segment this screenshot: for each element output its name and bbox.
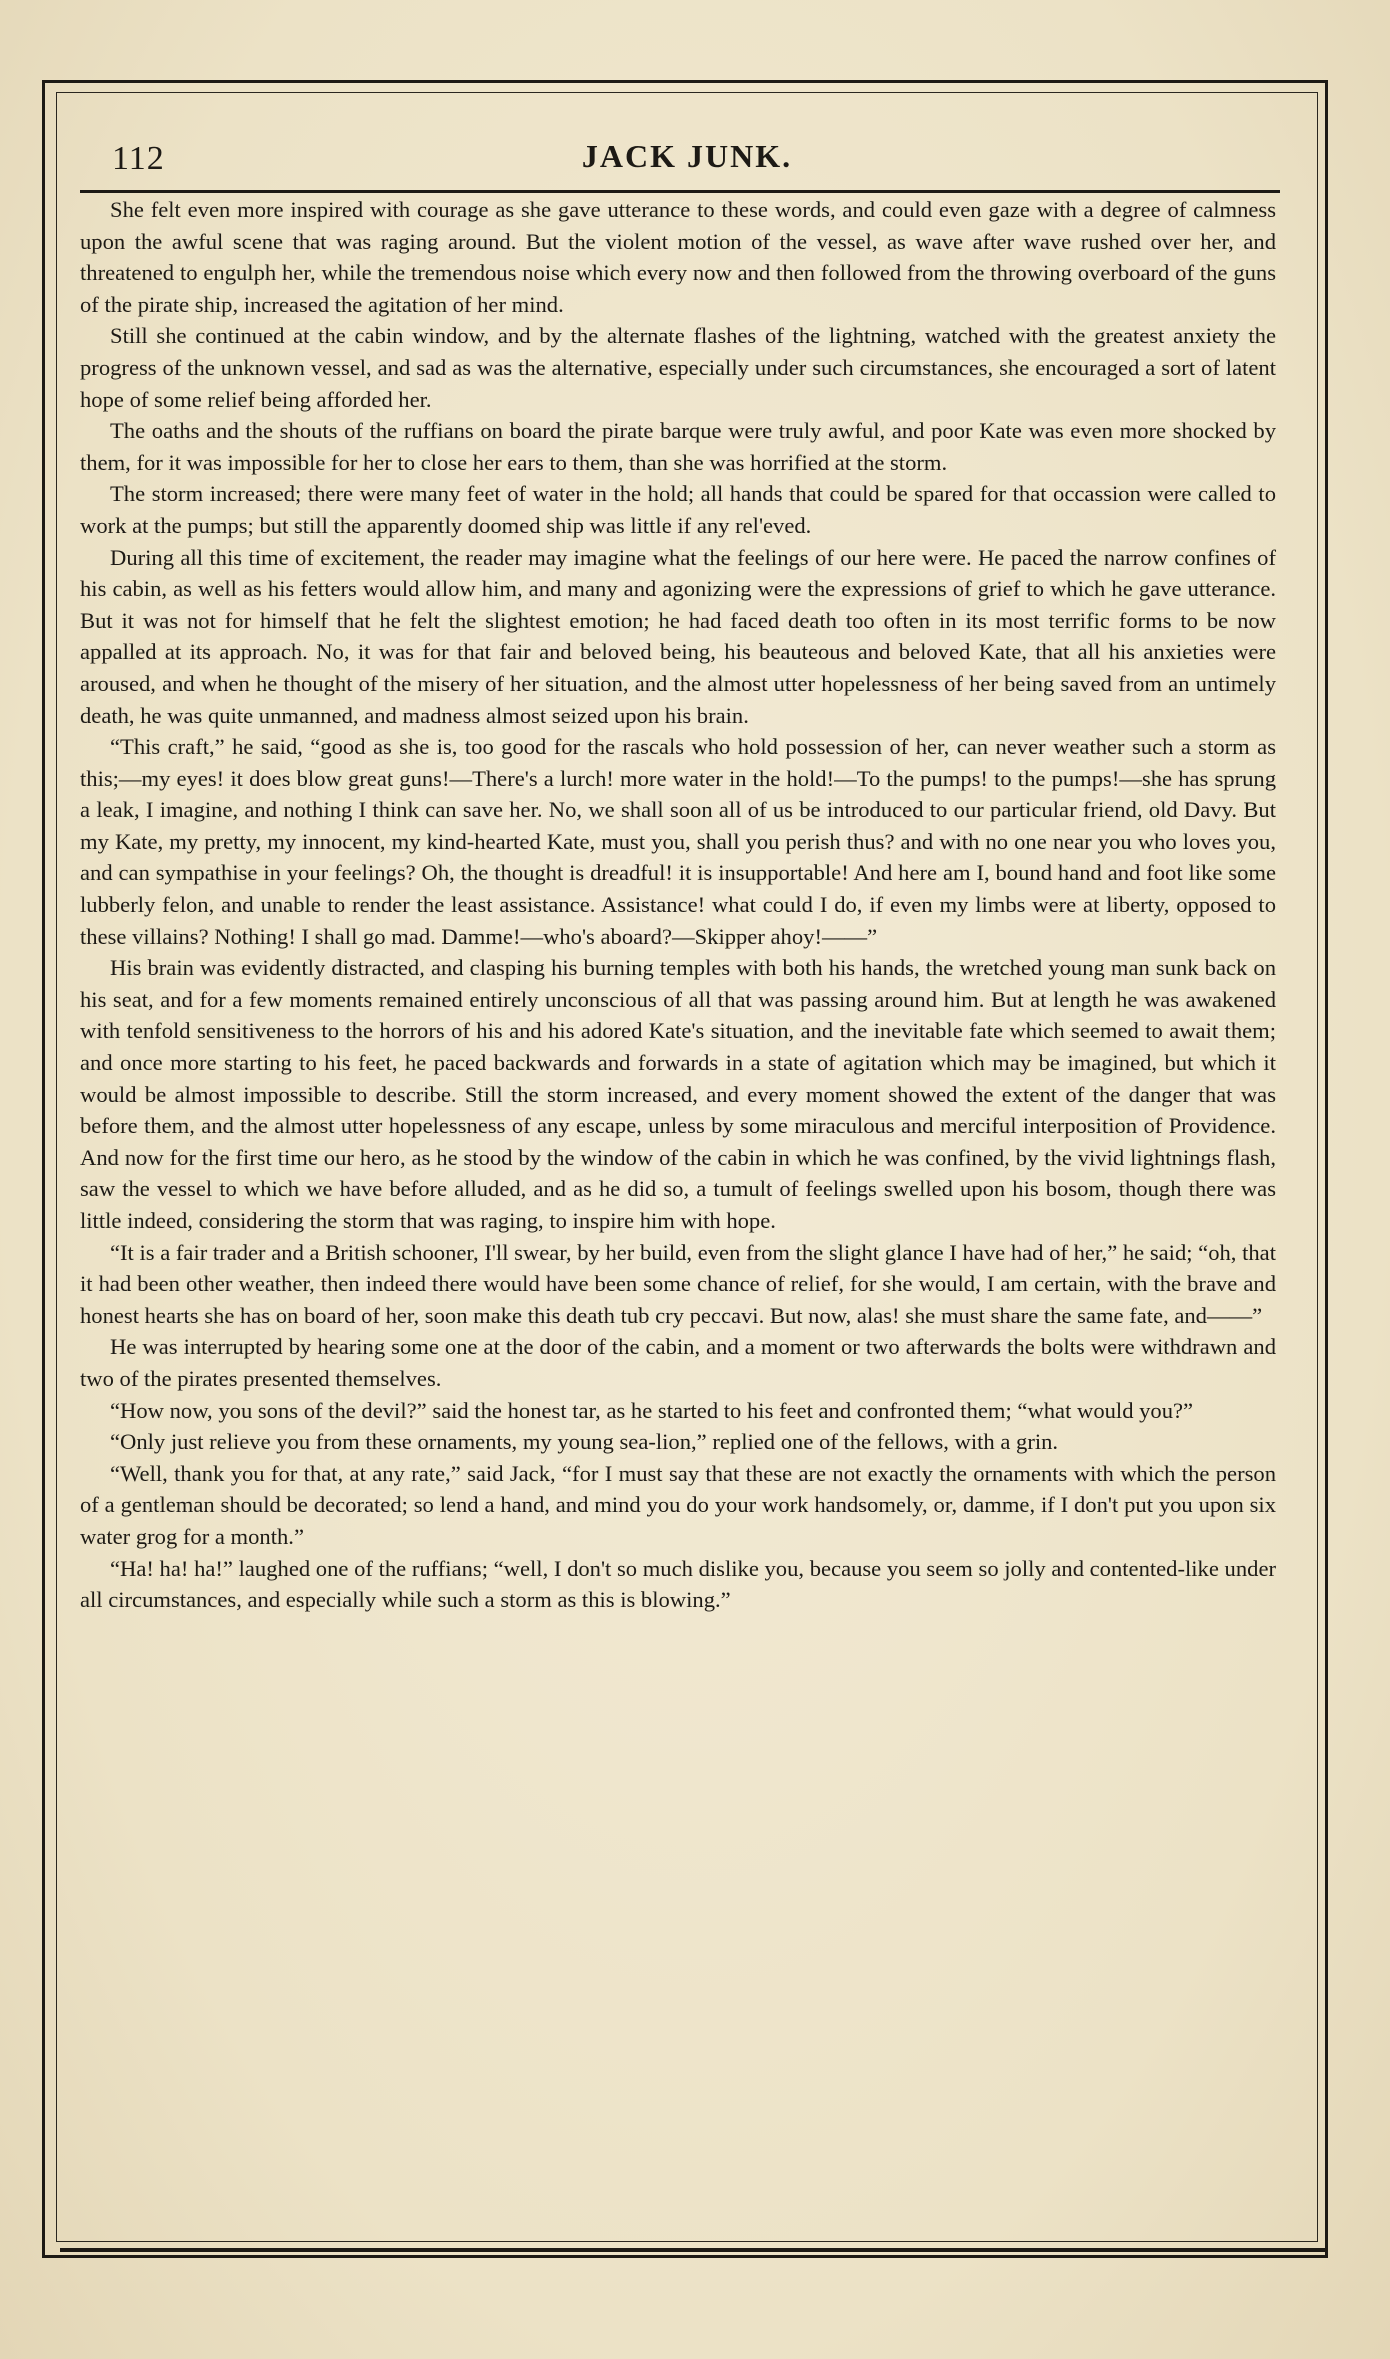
body-text <box>80 194 1276 1616</box>
paragraph: Still she continued at the cabin window, and by the alternate flashes of the lightning, watched with the greatest anxiety the progress of the unknown vessel, and sad as was the alternative, especially under such circumstances, she encouraged a sort of latent hope of some relief being afforded her. <box>80 323 1276 412</box>
footer-rule <box>60 2248 1326 2252</box>
running-title: JACK JUNK. <box>581 138 793 174</box>
paragraph: She felt even more inspired with courage as she gave utterance to these words, and could even gaze with a degree of calmness upon the awful scene that was raging around. But the violent motion of the vessel, as wave after wave rushed over her, and threatened to engulph her, while the tremendous noise which every now and then followed from the throwing overboard of the guns of the pirate ship, increased the agitation of her mind. <box>80 197 1276 317</box>
paragraph: The oaths and the shouts of the ruffians on board the pirate barque were truly awful, and poor Kate was even more shocked by them, for it was impossible for her to close her ears to them, than she was horrified at the storm. <box>80 418 1276 475</box>
paragraph: “Ha! ha! ha!” laughed one of the ruffians; “well, I don't so much dislike you, because you seem so jolly and contented-like under all circumstances, and especially while such a storm as this is blowing.” <box>80 1555 1276 1613</box>
header-rule <box>80 190 1280 193</box>
paragraph: “How now, you sons of the devil?” said the honest tar, as he started to his feet and confronted them; “what would you?” <box>110 1397 1194 1423</box>
paragraph: His brain was evidently distracted, and clasping his burning temples with both his hands, the wretched young man sunk back on his seat, and for a few moments remained entirely unconscious of all that was passing around him. But at length he was awakened with tenfold sensitiveness to the horrors of his and his adored Kate's situation, and the inevitable fate which seemed to await them; and once more starting to his feet, he paced backwards and forwards in a state of agitation which may be imagined, but which it would be almost impossible to describe. Still the storm increased, and every moment showed the extent of the danger that was before them, and the almost utter hopelessness of any escape, unless by some miraculous and merciful interposition of Providence. And now for the first time our hero, as he stood by the window of the cabin in which he was confined, by the vivid lightnings flash, saw the vessel to which we have before alluded, and as he did so, a tumult of feelings swelled upon his bosom, though there was little indeed, considering the storm that was raging, to inspire him with hope. <box>80 955 1276 1233</box>
paragraph: “This craft,” he said, “good as she is, too good for the rascals who hold possession of her, can never weather such a storm as this;—my eyes! it does blow great guns!—There's a lurch! more water in the hold!—To the pumps! to the pumps!—she has sprung a leak, I imagine, and nothing I think can save her. No, we shall soon all of us be introduced to our particular friend, old Davy. But my Kate, my pretty, my innocent, my kind-hearted Kate, must you, shall you perish thus? and with no one near you who loves you, and can sympathise in your feelings? Oh, the thought is dreadful! it is insupportable! And here am I, bound hand and foot like some lubberly felon, and unable to render the least assistance. Assistance! what could I do, if even my limbs were at liberty, opposed to these villains? Nothing! I shall go mad. Damme!—who's aboard?—Skipper ahoy!——” <box>80 734 1276 949</box>
paragraph: During all this time of excitement, the reader may imagine what the feelings of our here were. He paced the narrow confines of his cabin, as well as his fetters would allow him, and many and agonizing were the expressions of grief to which he gave utterance. But it was not for himself that he felt the slightest emotion; he had faced death too often in its most terrific forms to be now appalled at its approach. No, it was for that fair and beloved being, his beauteous and beloved Kate, that all his anxieties were aroused, and when he thought of the misery of her situation, and the almost utter hopelessness of her being saved from an untimely death, he was quite unmanned, and madness almost seized upon his brain. <box>80 544 1276 728</box>
page-number: 112 <box>112 140 165 177</box>
paragraph: He was interrupted by hearing some one at the door of the cabin, and a moment or two afterwards the bolts were withdrawn and two of the pirates presented themselves. <box>80 1334 1276 1391</box>
paragraph: “It is a fair trader and a British schooner, I'll swear, by her build, even from the slight glance I have had of her,” he said; “oh, that it had been other weather, then indeed there would have been some chance of relief, for she would, I am certain, with the brave and honest hearts she has on board of her, soon make this death tub cry peccavi. But now, alas! she must share the same fate, and——” <box>80 1239 1276 1328</box>
paragraph: “Well, thank you for that, at any rate,” said Jack, “for I must say that these are not exactly the ornaments with which the person of a gentleman should be decorated; so lend a hand, and mind you do your work handsomely, or, damme, if I don't put you upon six water grog for a month.” <box>80 1460 1276 1549</box>
paragraph: “Only just relieve you from these ornaments, my young sea-lion,” replied one of the fellows, with a grin. <box>110 1429 1059 1455</box>
paragraph: The storm increased; there were many feet of water in the hold; all hands that could be spared for that occassion were called to work at the pumps; but still the apparently doomed ship was little if any rel'eved. <box>80 481 1276 538</box>
page-header <box>56 128 1318 188</box>
